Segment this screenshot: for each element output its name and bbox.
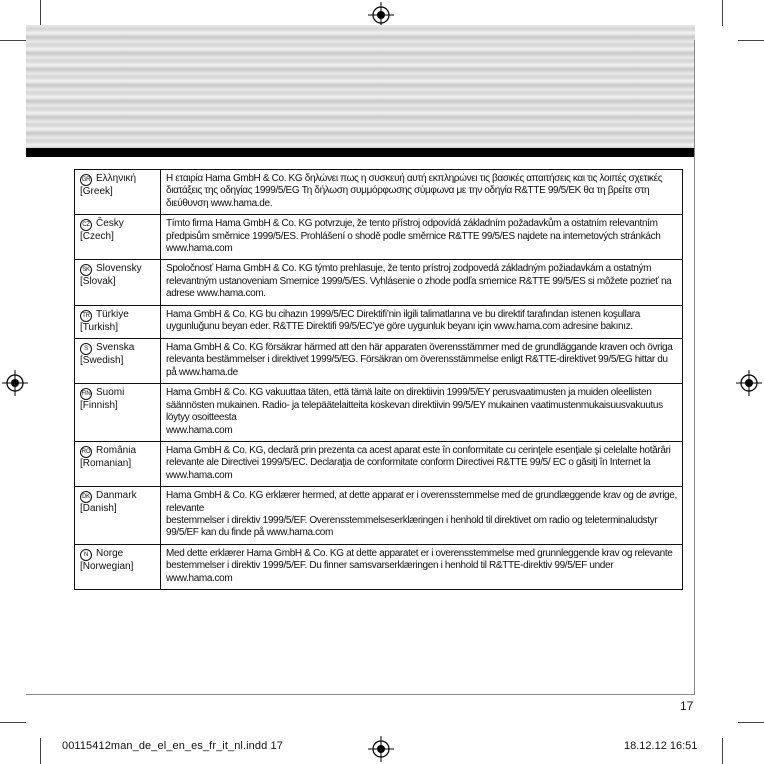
language-cell: [75, 384, 161, 442]
table-row: [75, 441, 683, 486]
declaration-text-cell: [161, 339, 683, 384]
language-cell: [75, 339, 161, 384]
language-english-name: [Turkish]: [80, 321, 118, 333]
registration-mark-icon: [368, 736, 394, 762]
declaration-text: Med dette erklærer Hama GmbH & Co. KG at dette apparatet er i overensstemmelse med grunnleggende krav og relevante bestemmelser i direktiv 1999/5/EF. Du finner samsvarserklæringen i henhold til R&TTE-direktiv 99/5/EF under www.hama.com: [166, 547, 673, 584]
language-cell: [75, 305, 161, 338]
country-code-badge: RO: [80, 446, 92, 458]
table-row: [75, 339, 683, 384]
table-row: [75, 260, 683, 305]
declaration-text-cell: [161, 384, 683, 442]
footer-filename: 00115412man_de_el_en_es_fr_it_nl.indd 17: [62, 740, 283, 752]
crop-mark: [40, 738, 41, 764]
footer-datetime: 18.12.12 16:51: [624, 740, 698, 752]
declaration-text-cell: [161, 544, 683, 589]
declaration-text-cell: [161, 305, 683, 338]
language-name: Slovensky: [96, 263, 142, 275]
declaration-text-cell: [161, 487, 683, 545]
country-code-badge: DK: [80, 491, 92, 503]
table-row: [75, 215, 683, 260]
crop-mark: [0, 722, 26, 723]
declaration-text: Tímto firma Hama GmbH & Co. KG potvrzuje, že tento přístroj odpovídá základním požadavkům a ostatním relevantním předpisům směrnice 1999/5/ES. Prohlášení o shodě podle směrnice R&TTE 99/5/ES najdete na internetových stránkách www.hama.com: [166, 218, 661, 255]
declaration-text: Hama GmbH & Co. KG bu cihazın 1999/5/EC Direktifi’nin ilgili talimatlarına ve bu direktif tarafından istenen koşullara uygunluğunu beyan eder. R&TTE Direktifi 99/5/EC’ye göre uygunluk beyanı için www.hama.com adresine bakınız.: [166, 308, 640, 333]
crop-mark: [0, 40, 26, 41]
crop-mark: [738, 722, 764, 723]
language-name: Svenska: [96, 342, 135, 354]
language-english-name: [Slovak]: [80, 276, 116, 288]
declaration-text: Hama GmbH & Co. KG erklærer hermed, at dette apparat er i overensstemmelse med de grundlæggende krav og de øvrige, relevante: [166, 490, 677, 514]
language-name: Danmark: [96, 490, 137, 502]
declaration-text: Hama GmbH & Co. KG vakuuttaa täten, että tämä laite on direktiivin 1999/5/EY perusvaatimusten ja muiden oleellisten säännösten mukainen. Radio- ja telepäätelaitteita koskevan direktiivin 99/5/EY mukainen vaatimustenmukaisuusvakuutus löytyy osoitteesta: [166, 387, 663, 424]
registration-mark-icon: [2, 370, 28, 396]
language-english-name: [Czech]: [80, 231, 114, 243]
crop-mark: [738, 40, 764, 41]
language-name: Norge: [96, 547, 124, 559]
declaration-text: Spoločnosť Hama GmbH & Co. KG týmto prehlasuje, že tento prístroj zodpovedá základným požiadavkám a ostatným relevantným ustanoveniam Smernice 1999/5/ES. Vyhlásenie o zhode podľa smernice R&TTE 99/5/ES si môžete pozrieť na adrese www.hama.com.: [166, 263, 672, 300]
header-band: [26, 25, 695, 156]
page-edge-rule: [694, 40, 695, 695]
language-english-name: [Romanian]: [80, 457, 132, 469]
declaration-table: [74, 169, 683, 590]
language-english-name: [Norwegian]: [80, 560, 134, 572]
language-name: Türkiye: [96, 308, 129, 320]
language-english-name: [Greek]: [80, 186, 113, 197]
declaration-text: bestemmelser i direktiv 1999/5/EF. Overensstemmelseserklæringen i henhold til direktivet om radio og teleterminaludstyr 99/5/EF kan du finde på www.hama.com: [166, 514, 658, 539]
country-code-badge: GR: [80, 174, 92, 186]
table-row: [75, 170, 683, 215]
page-number: 17: [680, 699, 694, 713]
language-english-name: [Danish]: [80, 503, 117, 515]
declaration-text-cell: [161, 260, 683, 305]
page-edge-rule: [26, 694, 695, 695]
language-name: România: [96, 444, 137, 456]
declaration-text-cell: [161, 215, 683, 260]
language-cell: [75, 487, 161, 545]
language-english-name: [Swedish]: [80, 355, 124, 367]
country-code-badge: CZ: [80, 219, 92, 231]
declaration-text: Hama GmbH & Co. KG, declară prin prezenta ca acest aparat este în conformitate cu cerinţele esenţiale şi celelalte hotărâri relevante ale Directivei 1999/5/EC. Declaraţia de conformitate conform Directivei R&TTE 99/5/ EC o găsiţi în Internet la www.hama.com: [166, 444, 671, 481]
language-cell: [75, 170, 161, 215]
country-code-badge: S: [80, 343, 92, 355]
crop-mark: [722, 738, 723, 764]
declaration-text-cell: [161, 441, 683, 486]
country-code-badge: N: [80, 549, 92, 561]
declaration-text: Hama GmbH & Co. KG försäkrar härmed att den här apparaten överensstämmer med de grundläggande kraven och övriga relevanta bestämmelser i direktivet 1999/5/EG. Försäkran om överensstämmelse enligt R&TTE-direktivet 99/5/EG hittar du på www.hama.de: [166, 342, 673, 378]
registration-mark-icon: [736, 370, 762, 396]
language-english-name: [Finnish]: [80, 400, 118, 412]
country-code-badge: SK: [80, 264, 92, 276]
language-cell: [75, 260, 161, 305]
language-name: Suomi: [96, 387, 125, 399]
declaration-text: www.hama.com: [166, 424, 233, 436]
crop-mark: [40, 0, 41, 26]
language-cell: [75, 215, 161, 260]
language-cell: [75, 544, 161, 589]
language-name: Ελληνική: [96, 173, 137, 184]
country-code-badge: TR: [80, 310, 92, 322]
declaration-text: Η εταιρία Hama GmbH & Co. KG δηλώνει πως η συσκευή αυτή εκπληρώνει τις βασικές απαιτήσεις και τις λοιπές σχετικές διατάξεις της οδηγίας 1999/5/EG Τη δήλωση συμμόρφωσης σύμφωνα με την οδηγία R&TTE 99/5/EK θα τη βρείτε στη διεύθυνση www.hama.de.: [166, 173, 663, 209]
table-row: [75, 384, 683, 442]
table-row: [75, 544, 683, 589]
declaration-text-cell: [161, 170, 683, 215]
crop-mark: [722, 0, 723, 26]
table-row: [75, 305, 683, 338]
country-code-badge: FIN: [80, 388, 92, 400]
language-cell: [75, 441, 161, 486]
language-name: Česky: [96, 218, 124, 230]
table-row: [75, 487, 683, 545]
header-bar: [26, 148, 695, 157]
